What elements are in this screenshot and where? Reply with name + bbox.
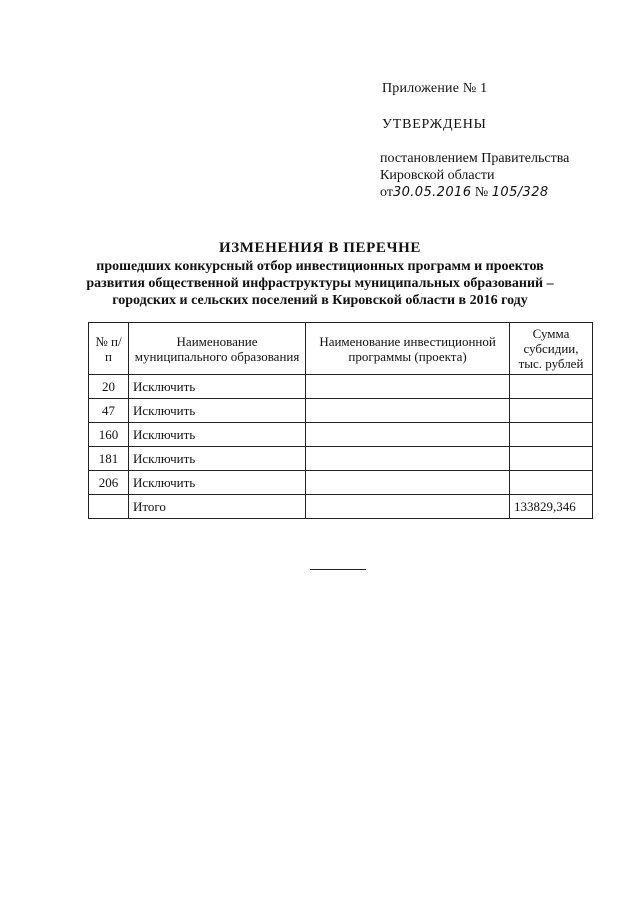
table-row bbox=[89, 471, 593, 495]
approved-label: УТВЕРЖДЕНЫ bbox=[382, 117, 487, 132]
total-project bbox=[306, 495, 510, 519]
row-municipality: Исключить bbox=[128, 399, 305, 423]
table-row bbox=[89, 423, 593, 447]
total-label: Итого bbox=[128, 495, 305, 519]
title-sub-1: прошедших конкурсный отбор инвестиционных программ и проектов bbox=[96, 259, 544, 274]
total-num bbox=[89, 495, 129, 519]
total-sum: 133829,346 bbox=[510, 495, 593, 519]
row-project bbox=[306, 447, 510, 471]
row-municipality: Исключить bbox=[128, 471, 305, 495]
row-num: 181 bbox=[89, 447, 129, 471]
decree-block bbox=[380, 150, 569, 201]
document-title bbox=[60, 238, 580, 309]
handwritten-date: 30.05.2016 bbox=[392, 185, 472, 200]
row-num: 47 bbox=[89, 399, 129, 423]
table-row bbox=[89, 375, 593, 399]
header-project: Наименование инвестиционной программы (проекта) bbox=[306, 323, 510, 375]
decree-line-2: Кировской области bbox=[380, 168, 495, 183]
row-municipality: Исключить bbox=[128, 423, 305, 447]
header-sum: Сумма субсидии, тыс. рублей bbox=[510, 323, 593, 375]
table-row bbox=[89, 399, 593, 423]
table-total-row bbox=[89, 495, 593, 519]
row-num: 206 bbox=[89, 471, 129, 495]
number-prefix: № bbox=[474, 185, 489, 200]
row-num: 20 bbox=[89, 375, 129, 399]
row-sum bbox=[510, 375, 593, 399]
decree-line-1: постановлением Правительства bbox=[380, 151, 570, 166]
row-project bbox=[306, 375, 510, 399]
title-sub-2: развития общественной инфраструктуры муниципальных образований – bbox=[86, 276, 554, 291]
row-project bbox=[306, 471, 510, 495]
row-municipality: Исключить bbox=[128, 447, 305, 471]
row-sum bbox=[510, 423, 593, 447]
row-municipality: Исключить bbox=[128, 375, 305, 399]
handwritten-number: 105/328 bbox=[491, 185, 549, 200]
closing-divider bbox=[310, 569, 366, 570]
row-sum bbox=[510, 471, 593, 495]
title-main: ИЗМЕНЕНИЯ В ПЕРЕЧНЕ bbox=[218, 240, 421, 256]
appendix-label: Приложение № 1 bbox=[382, 81, 488, 96]
title-sub-3: городских и сельских поселений в Кировской области в 2016 году bbox=[112, 293, 528, 308]
row-num: 160 bbox=[89, 423, 129, 447]
row-project bbox=[306, 423, 510, 447]
row-sum bbox=[510, 447, 593, 471]
decree-date-line bbox=[380, 184, 569, 201]
table-header-row bbox=[89, 323, 593, 375]
header-municipality: Наименование муниципального образования bbox=[128, 323, 305, 375]
changes-table bbox=[88, 322, 593, 519]
table-row bbox=[89, 447, 593, 471]
row-sum bbox=[510, 399, 593, 423]
row-project bbox=[306, 399, 510, 423]
header-num: № п/п bbox=[89, 323, 129, 375]
date-prefix: от bbox=[380, 185, 393, 200]
